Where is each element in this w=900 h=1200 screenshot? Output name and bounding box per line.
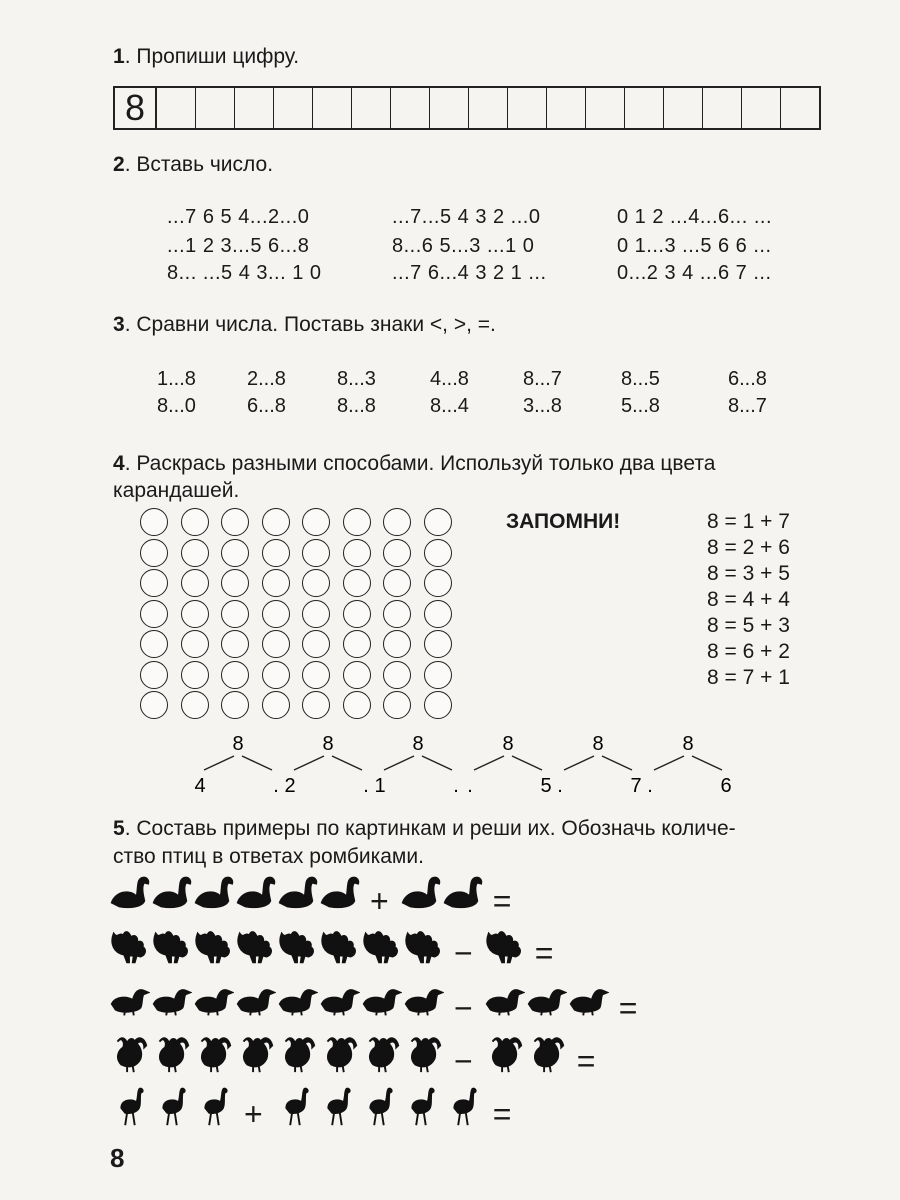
color-circle[interactable]: [343, 508, 371, 536]
decomposition-tree: [557, 733, 641, 797]
duck-icon: [192, 980, 234, 1024]
rooster-icon: [108, 1033, 150, 1077]
branch-line: [564, 756, 594, 770]
equals-sign: =: [534, 935, 554, 971]
decomposition-part: 7: [630, 775, 642, 797]
color-circle[interactable]: [140, 569, 168, 597]
ostrich-icon: [399, 1086, 441, 1130]
color-circle[interactable]: [140, 661, 168, 689]
turkey-icon: [150, 925, 192, 969]
swan-icon: [399, 873, 441, 917]
ostrich-icon: [108, 1086, 150, 1130]
tracing-row: [113, 86, 821, 130]
equation: 8 = 1 + 7: [707, 510, 790, 533]
task-1-heading: 1. Пропиши цифру.: [113, 45, 300, 68]
branch-line: [294, 756, 324, 770]
color-circle[interactable]: [383, 508, 411, 536]
swan-icon: [150, 873, 192, 917]
decomposition-part: .: [363, 775, 369, 797]
color-circle[interactable]: [181, 508, 209, 536]
color-circle[interactable]: [262, 661, 290, 689]
turkey-icon: [402, 925, 444, 969]
branch-line: [692, 756, 722, 770]
rooster-icon: [402, 1033, 444, 1077]
number-decomposition: [180, 730, 740, 800]
decomposition-part: 5: [540, 775, 552, 797]
rooster-icon: [276, 1033, 318, 1077]
tracing-cell[interactable]: [664, 88, 703, 128]
branch-line: [384, 756, 414, 770]
duck-icon: [108, 980, 150, 1024]
comparison-item: 8...3: [337, 368, 376, 390]
rooster-icon: [234, 1033, 276, 1077]
page-number: 8: [110, 1143, 125, 1173]
color-circle[interactable]: [221, 630, 249, 658]
duck-icon: [402, 980, 444, 1024]
equation: 8 = 2 + 6: [707, 536, 790, 559]
tracing-cell[interactable]: [157, 88, 196, 128]
decomposition-top: 8: [412, 733, 424, 755]
color-circle[interactable]: [424, 539, 452, 567]
color-circle[interactable]: [181, 539, 209, 567]
color-circle[interactable]: [140, 508, 168, 536]
turkey-icon: [192, 925, 234, 969]
color-circle[interactable]: [302, 508, 330, 536]
equation-list: [707, 509, 790, 691]
comparison-item: 8...5: [621, 368, 660, 390]
sequence-item: ...7 6...4 3 2 1 ...: [392, 262, 547, 284]
branch-line: [422, 756, 452, 770]
tracing-cell[interactable]: [547, 88, 586, 128]
ostrich-icon: [273, 1086, 315, 1130]
color-circle[interactable]: [140, 630, 168, 658]
branch-line: [602, 756, 632, 770]
color-circle[interactable]: [262, 691, 290, 719]
color-circle[interactable]: [343, 600, 371, 628]
tracing-cell[interactable]: [352, 88, 391, 128]
comparison-item: 8...0: [157, 395, 196, 417]
task-5-heading: 5. Составь примеры по картинкам и реши их. Обозначь количе- ство птиц в ответах ромбиками.: [113, 817, 736, 868]
comparison-item: 2...8: [247, 368, 286, 390]
decomposition-part: .: [647, 775, 653, 797]
swan-icon: [318, 873, 360, 917]
color-circle[interactable]: [343, 661, 371, 689]
tracing-cell[interactable]: [781, 88, 819, 128]
color-circle[interactable]: [424, 691, 452, 719]
decomposition-top: 8: [502, 733, 514, 755]
equation: 8 = 7 + 1: [707, 666, 790, 689]
equation: 8 = 4 + 4: [707, 588, 790, 611]
branch-line: [204, 756, 234, 770]
decomposition-part: .: [467, 775, 473, 797]
decomposition-part: 4: [194, 775, 206, 797]
task-4-heading: 4. Раскрась разными способами. Используй только два цвета карандашей.: [113, 452, 716, 502]
task-3-heading: 3. Сравни числа. Поставь знаки <, >, =.: [113, 313, 496, 336]
turkey-icon: [360, 925, 402, 969]
color-circle[interactable]: [302, 661, 330, 689]
sequence-item: 8... ...5 4 3... 1 0: [167, 262, 322, 284]
decomposition-part: .: [273, 775, 279, 797]
tracing-cell[interactable]: [703, 88, 742, 128]
tracing-cell[interactable]: [508, 88, 547, 128]
equation: 8 = 3 + 5: [707, 562, 790, 585]
color-circle[interactable]: [262, 600, 290, 628]
sequence-item: 8...6 5...3 ...1 0: [392, 235, 535, 257]
color-circle[interactable]: [424, 508, 452, 536]
tracing-cell[interactable]: [391, 88, 430, 128]
sequence-item: 0 1...3 ...5 6 6 ...: [617, 235, 772, 257]
turkey-icon: [318, 925, 360, 969]
swan-icon: [276, 873, 318, 917]
circle-grid: [140, 508, 464, 722]
comparison-item: 8...4: [430, 395, 469, 417]
duck-icon: [360, 980, 402, 1024]
color-circle[interactable]: [262, 630, 290, 658]
duck-icon: [150, 980, 192, 1024]
equation: 8 = 6 + 2: [707, 640, 790, 663]
sequence-item: ...7 6 5 4...2...0: [167, 206, 310, 228]
operator-sign: −: [454, 1043, 473, 1079]
ostrich-icon: [357, 1086, 399, 1130]
comparison-item: 1...8: [157, 368, 196, 390]
swan-icon: [108, 873, 150, 917]
color-circle[interactable]: [343, 569, 371, 597]
color-circle[interactable]: [302, 600, 330, 628]
rooster-icon: [525, 1033, 567, 1077]
duck-icon: [567, 980, 609, 1024]
color-circle[interactable]: [343, 630, 371, 658]
color-circle[interactable]: [262, 569, 290, 597]
duck-icon: [276, 980, 318, 1024]
rooster-icon: [192, 1033, 234, 1077]
color-circle[interactable]: [221, 569, 249, 597]
color-circle[interactable]: [383, 630, 411, 658]
rooster-icon: [318, 1033, 360, 1077]
ostrich-icon: [150, 1086, 192, 1130]
decomposition-top: 8: [682, 733, 694, 755]
color-circle[interactable]: [343, 539, 371, 567]
decomposition-top: 8: [592, 733, 604, 755]
duck-icon: [234, 980, 276, 1024]
color-circle[interactable]: [302, 569, 330, 597]
tracing-cell[interactable]: [196, 88, 235, 128]
tracing-cell[interactable]: [469, 88, 508, 128]
tracing-cell[interactable]: [742, 88, 781, 128]
ostrich-icon: [441, 1086, 483, 1130]
bird-example-row: [108, 925, 563, 969]
swan-icon: [234, 873, 276, 917]
sample-digit: 8: [115, 88, 157, 128]
color-circle[interactable]: [383, 600, 411, 628]
branch-line: [654, 756, 684, 770]
color-circle[interactable]: [302, 539, 330, 567]
sequence-item: 0 1 2 ...4...6... ...: [617, 206, 773, 228]
duck-icon: [318, 980, 360, 1024]
decomposition-part: .: [557, 775, 563, 797]
color-circle[interactable]: [424, 569, 452, 597]
tracing-cell[interactable]: [313, 88, 352, 128]
branch-line: [512, 756, 542, 770]
comparison-item: 6...8: [247, 395, 286, 417]
bird-example-row: [108, 1033, 605, 1077]
ostrich-icon: [192, 1086, 234, 1130]
branch-line: [474, 756, 504, 770]
ostrich-icon: [315, 1086, 357, 1130]
decomposition-tree: [467, 733, 551, 797]
color-circle[interactable]: [181, 569, 209, 597]
tracing-cell[interactable]: [274, 88, 313, 128]
tracing-cell[interactable]: [586, 88, 625, 128]
turkey-icon: [276, 925, 318, 969]
decomposition-part: 2: [284, 775, 296, 797]
branch-line: [332, 756, 362, 770]
branch-line: [242, 756, 272, 770]
comparison-item: 3...8: [523, 395, 562, 417]
operator-sign: −: [454, 935, 473, 971]
color-circle[interactable]: [302, 630, 330, 658]
operator-sign: +: [370, 883, 389, 919]
color-circle[interactable]: [221, 600, 249, 628]
decomposition-top: 8: [232, 733, 244, 755]
rooster-icon: [483, 1033, 525, 1077]
decomposition-tree: [284, 733, 368, 797]
comparison-item: 5...8: [621, 395, 660, 417]
color-circle[interactable]: [221, 691, 249, 719]
turkey-icon: [483, 925, 525, 969]
color-circle[interactable]: [221, 539, 249, 567]
duck-icon: [483, 980, 525, 1024]
equation: 8 = 5 + 3: [707, 614, 790, 637]
sequence-item: 0...2 3 4 ...6 7 ...: [617, 262, 772, 284]
bird-example-row: [108, 873, 521, 917]
color-circle[interactable]: [140, 600, 168, 628]
color-circle[interactable]: [221, 661, 249, 689]
decomposition-tree: [374, 733, 458, 797]
color-circle[interactable]: [424, 661, 452, 689]
comparison-item: 4...8: [430, 368, 469, 390]
color-circle[interactable]: [343, 691, 371, 719]
turkey-icon: [234, 925, 276, 969]
decomposition-part: .: [453, 775, 459, 797]
comparison-item: 8...7: [728, 395, 767, 417]
duck-icon: [525, 980, 567, 1024]
comparison-item: 8...7: [523, 368, 562, 390]
decomposition-tree: [194, 733, 278, 797]
color-circle[interactable]: [383, 569, 411, 597]
equals-sign: =: [492, 1096, 512, 1132]
color-circle[interactable]: [181, 630, 209, 658]
swan-icon: [441, 873, 483, 917]
decomposition-part: 6: [720, 775, 732, 797]
sequence-item: ...1 2 3...5 6...8: [167, 235, 310, 257]
sequence-item: ...7...5 4 3 2 ...0: [392, 206, 541, 228]
color-circle[interactable]: [140, 691, 168, 719]
color-circle[interactable]: [424, 630, 452, 658]
color-circle[interactable]: [140, 539, 168, 567]
tracing-cell[interactable]: [430, 88, 469, 128]
color-circle[interactable]: [262, 508, 290, 536]
bird-example-row: [108, 1086, 521, 1130]
tracing-cell[interactable]: [235, 88, 274, 128]
color-circle[interactable]: [302, 691, 330, 719]
operator-sign: −: [454, 990, 473, 1026]
color-circle[interactable]: [262, 539, 290, 567]
decomposition-tree: [647, 733, 731, 797]
bird-example-row: [108, 980, 647, 1024]
equals-sign: =: [576, 1043, 596, 1079]
color-circle[interactable]: [181, 691, 209, 719]
comparison-item: 8...8: [337, 395, 376, 417]
rooster-icon: [150, 1033, 192, 1077]
color-circle[interactable]: [221, 508, 249, 536]
remember-label: ЗАПОМНИ!: [506, 510, 621, 533]
color-circle[interactable]: [424, 600, 452, 628]
decomposition-part: 1: [374, 775, 386, 797]
decomposition-top: 8: [322, 733, 334, 755]
task-2-heading: 2. Вставь число.: [113, 153, 274, 176]
tracing-cell[interactable]: [625, 88, 664, 128]
color-circle[interactable]: [181, 600, 209, 628]
color-circle[interactable]: [181, 661, 209, 689]
swan-icon: [192, 873, 234, 917]
turkey-icon: [108, 925, 150, 969]
comparison-item: 6...8: [728, 368, 767, 390]
equals-sign: =: [492, 883, 512, 919]
color-circle[interactable]: [383, 691, 411, 719]
color-circle[interactable]: [383, 539, 411, 567]
color-circle[interactable]: [383, 661, 411, 689]
operator-sign: +: [244, 1096, 263, 1132]
equals-sign: =: [618, 990, 638, 1026]
rooster-icon: [360, 1033, 402, 1077]
